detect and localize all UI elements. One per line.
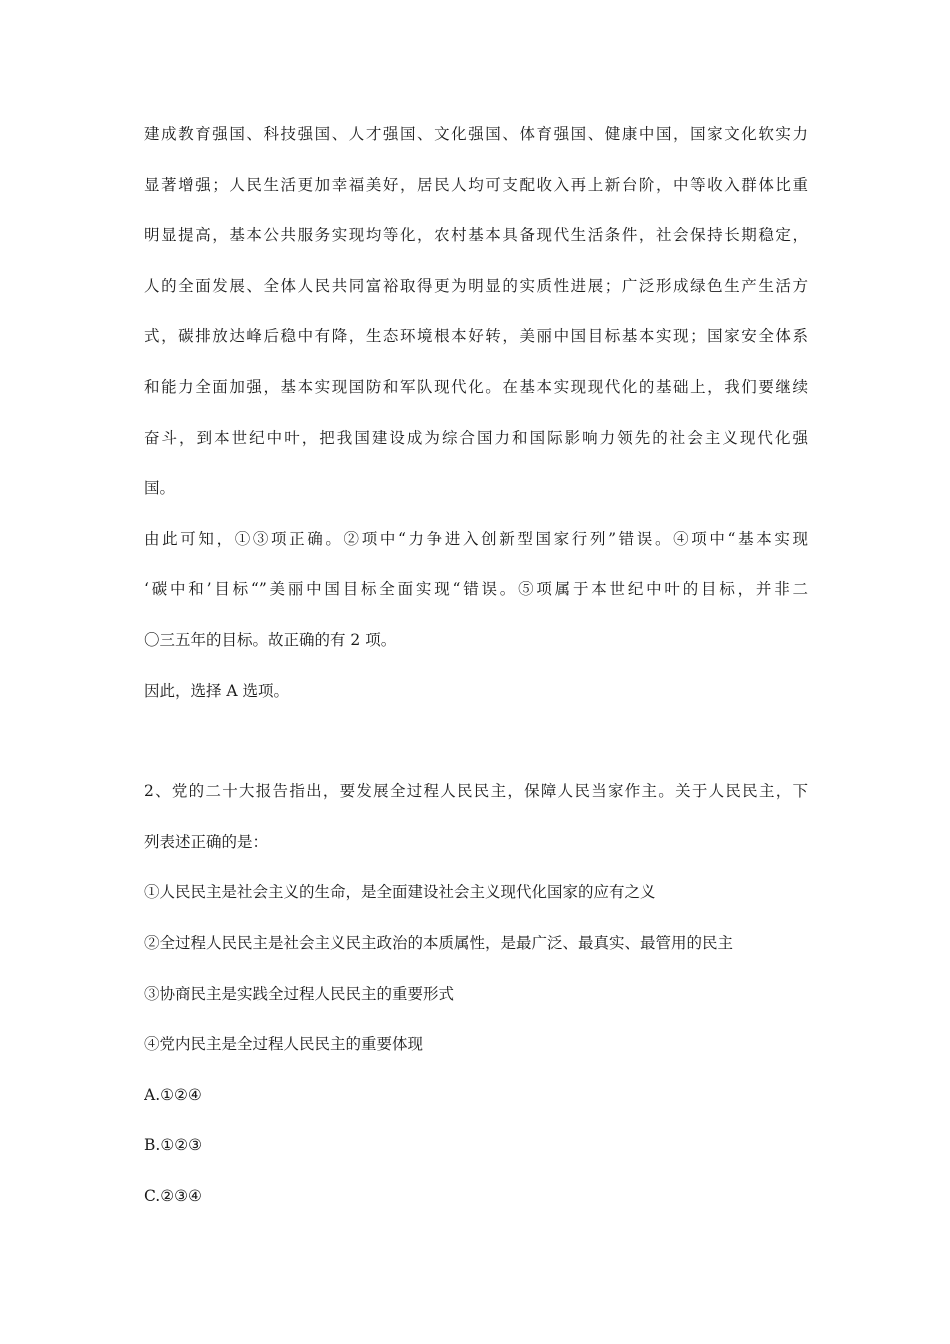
- paragraph-line: 建成教育强国、科技强国、人才强国、文化强国、体育强国、健康中国，国家文化软实力: [144, 125, 808, 143]
- question-stem-line: 2、党的二十大报告指出，要发展全过程人民民主，保障人民当家作主。关于人民民主，下: [144, 782, 808, 801]
- statement-item: ①人民民主是社会主义的生命，是全面建设社会主义现代化国家的应有之义: [144, 883, 656, 902]
- statement-item: ④党内民主是全过程人民民主的重要体现: [144, 1035, 424, 1054]
- analysis-paragraph: [144, 527, 808, 653]
- paragraph-line: 显著增强；人民生活更加幸福美好，居民人均可支配收入再上新台阶，中等收入群体比重: [144, 175, 808, 194]
- option-c: C.②③④: [144, 1186, 202, 1205]
- section-spacer: [144, 729, 808, 779]
- paragraph-line: 和能力全面加强，基本实现国防和军队现代化。在基本实现现代化的基础上，我们要继续: [144, 377, 808, 396]
- document-page: [144, 122, 808, 1234]
- paragraph-line: 明显提高，基本公共服务实现均等化，农村基本具备现代生活条件，社会保持长期稳定，: [144, 226, 808, 245]
- paragraph-line: 国。: [144, 479, 176, 498]
- statement-item: ②全过程人民民主是社会主义民主政治的本质属性，是最广泛、最真实、最管用的民主: [144, 933, 734, 952]
- question-2: [144, 779, 808, 1209]
- question-stem-line: 列表述正确的是：: [144, 832, 269, 851]
- statement-item: ③协商民主是实践全过程人民民主的重要形式: [144, 984, 455, 1003]
- option-a: A.①②④: [144, 1085, 202, 1104]
- explanation-paragraph: [144, 122, 808, 501]
- option-b: B.①②③: [144, 1136, 203, 1155]
- analysis-line: 〇三五年的目标。故正确的有 2 项。: [144, 630, 397, 649]
- paragraph-line: 奋斗，到本世纪中叶，把我国建设成为综合国力和国际影响力领先的社会主义现代化强: [144, 428, 808, 447]
- paragraph-line: 式，碳排放达峰后稳中有降，生态环境根本好转，美丽中国目标基本实现；国家安全体系: [144, 327, 808, 346]
- paragraph-line: 人的全面发展、全体人民共同富裕取得更为明显的实质性进展；广泛形成绿色生产生活方: [144, 276, 808, 295]
- conclusion-text: 因此，选择 A 选项。: [144, 681, 290, 700]
- analysis-line: 由此可知，①③项正确。②项中“力争进入创新型国家行列”错误。④项中“基本实现: [144, 529, 808, 548]
- analysis-line: ‘碳中和’目标“”美丽中国目标全面实现“错误。⑤项属于本世纪中叶的目标，并非二: [144, 580, 808, 599]
